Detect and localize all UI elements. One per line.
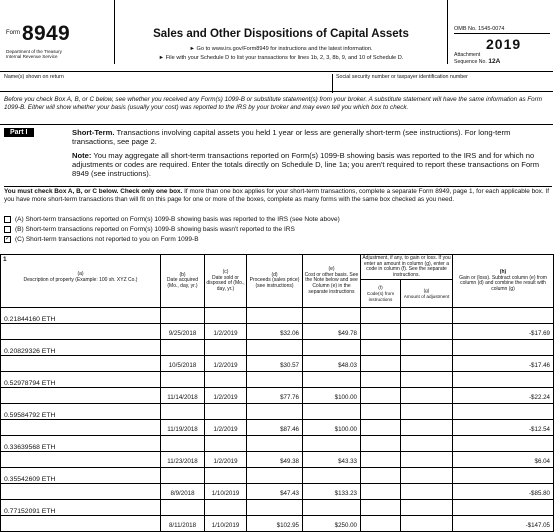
table-body: [1, 308, 554, 532]
attachment-label: Attachment: [454, 52, 481, 58]
col-h-desc: Gain or (loss). Subtract column (e) from column (d) and combine the result with column (g): [459, 274, 547, 292]
table-cell-spacer: [453, 468, 554, 484]
table-cell-spacer: [453, 500, 554, 516]
table-cell-spacer: [453, 340, 554, 356]
part-1-description: [72, 128, 550, 146]
adjustment-amount[interactable]: [401, 516, 453, 532]
sequence-line: [454, 59, 500, 66]
table-row-values: [1, 452, 554, 468]
proceeds[interactable]: $30.57: [247, 356, 303, 372]
checkbox-row-c[interactable]: [4, 234, 549, 244]
table-cell-spacer: [361, 468, 401, 484]
col-c-header: [205, 255, 247, 308]
must-check-lead: You must check Box A, B, or C below. Check only one box.: [4, 188, 183, 195]
table-row: [1, 500, 554, 516]
cost-basis[interactable]: $43.33: [303, 452, 361, 468]
table-cell-spacer: [247, 468, 303, 484]
table-row-values: [1, 516, 554, 532]
proceeds[interactable]: $47.43: [247, 484, 303, 500]
table-cell-spacer: [401, 308, 453, 324]
table-row: [1, 436, 554, 452]
col-a-header: [1, 255, 161, 308]
col-c-letter: (c): [222, 269, 229, 275]
cost-basis[interactable]: $49.78: [303, 324, 361, 340]
table-cell-spacer: [361, 372, 401, 388]
name-ssn-row: [0, 71, 553, 92]
col-h-letter: (h): [499, 269, 507, 275]
table-row: [1, 468, 554, 484]
table-cell-spacer: [303, 372, 361, 388]
property-description[interactable]: 0.52978794 ETH: [1, 372, 161, 388]
table-cell-spacer: [161, 340, 205, 356]
col-e-desc: Cost or other basis. See the Note below and see Column (e) in the separate instructions: [304, 271, 359, 295]
adjustment-amount[interactable]: [401, 324, 453, 340]
checkbox-row-b[interactable]: [4, 224, 549, 234]
col-c-desc: Date sold or disposed of (Mo., day, yr.): [206, 274, 245, 292]
table-cell-spacer: [453, 436, 554, 452]
table-cell-spacer: [303, 468, 361, 484]
adjustment-header: Adjustment, if any, to gain or loss. If you enter an amount in column (g), enter a code in column (f). See the separate instructions.: [361, 255, 453, 280]
table-cell-spacer: [205, 468, 247, 484]
table-row: [1, 372, 554, 388]
date-acquired[interactable]: 11/14/2018: [161, 388, 205, 404]
table-cell-spacer: [247, 500, 303, 516]
proceeds[interactable]: $102.95: [247, 516, 303, 532]
checkbox-c[interactable]: ✓: [4, 236, 11, 242]
sequence-label: Sequence No.: [454, 58, 487, 65]
adjustment-amount[interactable]: [401, 388, 453, 404]
table-cell-spacer: [453, 404, 554, 420]
adjustment-code[interactable]: [361, 484, 401, 500]
property-description[interactable]: 0.33639568 ETH: [1, 436, 161, 452]
table-row-values: [1, 420, 554, 436]
must-check-paragraph: [4, 186, 552, 204]
file-with-instructions: ► File with your Schedule D to list your transactions for lines 1b, 2, 3, 8b, 9, and 10 of Schedule D.: [158, 55, 404, 61]
adjustment-code[interactable]: [361, 452, 401, 468]
col-d-letter: (d): [271, 271, 278, 278]
omb-number: OMB No. 1545-0074: [454, 26, 550, 34]
part-1-note: [72, 151, 550, 178]
table-row-values: [1, 484, 554, 500]
desc-continuation[interactable]: [1, 484, 161, 500]
table-cell-spacer: [401, 372, 453, 388]
table-cell-spacer: [205, 372, 247, 388]
table-cell-spacer: [401, 500, 453, 516]
col-a-letter: (a): [77, 271, 84, 277]
proceeds[interactable]: $49.38: [247, 452, 303, 468]
checkbox-c-label: (C) Short-term transactions not reported to you on Form 1099-B: [15, 235, 199, 243]
table-cell-spacer: [161, 468, 205, 484]
col-d-header: [247, 255, 303, 308]
table-cell-spacer: [401, 468, 453, 484]
property-description[interactable]: 0.20829326 ETH: [1, 340, 161, 356]
part-1-section: [0, 124, 553, 178]
col-b-letter: (b): [179, 271, 186, 278]
ssn-field[interactable]: Social security number or taxpayer identification number: [332, 74, 468, 93]
gain-loss[interactable]: -$17.46: [453, 356, 554, 372]
name-field[interactable]: Name(s) shown on return: [4, 74, 64, 80]
date-acquired[interactable]: 8/11/2018: [161, 516, 205, 532]
adjustment-code[interactable]: [361, 324, 401, 340]
part-1-text: Transactions involving capital assets you held 1 year or less are generally short-term (see instructions). For long-term transactions, see page 2.: [72, 128, 511, 146]
col-d-desc: Proceeds (sales price) (see instructions): [249, 277, 300, 289]
table-cell-spacer: [453, 372, 554, 388]
note-text: You may aggregate all short-term transactions reported on Form(s) 1099-B showing basis was reported to the IRS and for which no adjustments or codes are required. Enter the totals directly on Schedule D, line 1a; you aren't required to report these transactions on Form 8949 (see instructions).: [72, 151, 540, 178]
table-cell-spacer: [247, 436, 303, 452]
gain-loss[interactable]: -$12.54: [453, 420, 554, 436]
date-sold[interactable]: 1/2/2019: [205, 356, 247, 372]
table-cell-spacer: [161, 404, 205, 420]
gain-loss[interactable]: $6.04: [453, 452, 554, 468]
form-header: [0, 0, 553, 64]
proceeds[interactable]: $32.06: [247, 324, 303, 340]
property-description[interactable]: 0.21844160 ETH: [1, 308, 161, 324]
desc-continuation[interactable]: [1, 516, 161, 532]
form-id-block: [0, 0, 115, 64]
gain-loss[interactable]: -$147.05: [453, 516, 554, 532]
table-cell-spacer: [361, 340, 401, 356]
table-cell-spacer: [161, 308, 205, 324]
col-f-letter: (f): [378, 285, 383, 291]
col-a-desc: Description of property (Example: 100 sh. XYZ Co.): [23, 276, 138, 283]
checkbox-row-a[interactable]: [4, 214, 549, 224]
table-cell-spacer: [361, 436, 401, 452]
table-row: [1, 404, 554, 420]
date-sold[interactable]: 1/10/2019: [205, 516, 247, 532]
desc-continuation[interactable]: [1, 356, 161, 372]
omb-block: [447, 0, 553, 64]
table-cell-spacer: [401, 436, 453, 452]
proceeds[interactable]: $87.46: [247, 420, 303, 436]
proceeds[interactable]: $77.76: [247, 388, 303, 404]
col-f-header: [361, 280, 401, 308]
col-b-desc: Date acquired (Mo., day, yr.): [166, 277, 199, 289]
col-b-header: [161, 255, 205, 308]
table-row: [1, 340, 554, 356]
line-number: 1: [3, 256, 7, 263]
table-cell-spacer: [205, 340, 247, 356]
table-cell-spacer: [247, 372, 303, 388]
desc-continuation[interactable]: [1, 324, 161, 340]
attachment-sequence: [454, 53, 500, 65]
property-description[interactable]: 0.35542609 ETH: [1, 468, 161, 484]
box-checklist: [4, 214, 549, 244]
date-sold[interactable]: 1/2/2019: [205, 420, 247, 436]
col-h-header: [453, 255, 554, 308]
desc-continuation[interactable]: [1, 420, 161, 436]
department-line-2: Internal Revenue Service: [6, 54, 58, 60]
tax-year: 2019: [486, 36, 522, 52]
checkbox-b[interactable]: [4, 226, 11, 233]
table-cell-spacer: [303, 404, 361, 420]
date-sold[interactable]: 1/2/2019: [205, 452, 247, 468]
checkbox-a[interactable]: [4, 216, 11, 223]
form-title-block: [115, 0, 447, 64]
table-cell-spacer: [401, 340, 453, 356]
adjustment-amount[interactable]: [401, 484, 453, 500]
table-row-values: [1, 356, 554, 372]
table-cell-spacer: [205, 436, 247, 452]
table-row: [1, 308, 554, 324]
sequence-number: 12A: [488, 57, 501, 65]
table-cell-spacer: [401, 404, 453, 420]
table-row-values: [1, 388, 554, 404]
date-acquired[interactable]: 10/5/2018: [161, 356, 205, 372]
date-acquired[interactable]: 11/23/2018: [161, 452, 205, 468]
date-sold[interactable]: 1/2/2019: [205, 324, 247, 340]
adjustment-code[interactable]: [361, 388, 401, 404]
cost-basis[interactable]: $100.00: [303, 420, 361, 436]
adjustment-code[interactable]: [361, 420, 401, 436]
table-cell-spacer: [247, 308, 303, 324]
table-cell-spacer: [247, 404, 303, 420]
adjustment-amount[interactable]: [401, 420, 453, 436]
col-g-desc: Amount of adjustment: [403, 293, 450, 299]
desc-continuation[interactable]: [1, 452, 161, 468]
table-cell-spacer: [247, 340, 303, 356]
table-header-row-1: [1, 255, 554, 280]
intro-paragraph: Before you check Box A, B, or C below, see whether you received any Form(s) 1099-B or substitute statement(s) from your broker. A substitute statement will have the same information as Form 1099-B. Either will show whether your basis (usually your cost) was reported to the IRS by your broker and may even tell you which box to check.: [4, 96, 543, 111]
table-cell-spacer: [161, 436, 205, 452]
date-sold[interactable]: 1/10/2019: [205, 484, 247, 500]
form-title: Sales and Other Dispositions of Capital Assets: [153, 28, 409, 40]
part-1-heading: Short-Term.: [72, 128, 115, 137]
date-acquired[interactable]: 11/19/2018: [161, 420, 205, 436]
col-e-letter: (e): [328, 266, 335, 273]
table-cell-spacer: [303, 340, 361, 356]
form-number: 8949: [22, 22, 70, 45]
cost-basis[interactable]: $100.00: [303, 388, 361, 404]
table-cell-spacer: [361, 308, 401, 324]
table-cell-spacer: [303, 436, 361, 452]
table-cell-spacer: [361, 500, 401, 516]
col-g-letter: (g): [423, 288, 430, 294]
part-badge: Part I: [4, 128, 34, 137]
table-cell-spacer: [453, 308, 554, 324]
date-sold[interactable]: 1/2/2019: [205, 388, 247, 404]
col-a-text: [2, 256, 159, 283]
gain-loss[interactable]: -$22.24: [453, 388, 554, 404]
must-check-text: If more than one box applies for your short-term transactions, complete a separate Form 8949, page 1, for each applicable box. If you have more short-term transactions than will fit on this page for one or more of the boxes, complete as many forms with the same box checked as you need.: [4, 188, 549, 203]
adjustment-code[interactable]: [361, 356, 401, 372]
gain-loss[interactable]: -$17.69: [453, 324, 554, 340]
note-label: Note:: [72, 151, 92, 160]
cost-basis[interactable]: $133.23: [303, 484, 361, 500]
date-acquired[interactable]: 9/25/2018: [161, 324, 205, 340]
cost-basis[interactable]: $250.00: [303, 516, 361, 532]
department-line-1: Department of the Treasury: [6, 49, 62, 54]
col-f-desc: Code(s) from instructions: [366, 291, 395, 302]
goto-instructions: ► Go to www.irs.gov/Form8949 for instructions and the latest information.: [189, 46, 373, 52]
adjustment-amount[interactable]: [401, 452, 453, 468]
table-cell-spacer: [361, 404, 401, 420]
col-e-header: [303, 255, 361, 308]
checkbox-a-label: (A) Short-term transactions reported on Form(s) 1099-B showing basis was reported to the IRS (see Note above): [15, 215, 340, 223]
table-cell-spacer: [205, 308, 247, 324]
table-cell-spacer: [161, 372, 205, 388]
table-cell-spacer: [161, 500, 205, 516]
table-row-values: [1, 324, 554, 340]
table-cell-spacer: [205, 500, 247, 516]
cost-basis[interactable]: $48.03: [303, 356, 361, 372]
property-description[interactable]: 0.59584792 ETH: [1, 404, 161, 420]
checkbox-b-label: (B) Short-term transactions reported on Form(s) 1099-B showing basis wasn't reported to the IRS: [15, 225, 295, 233]
col-g-header: [401, 280, 453, 308]
department-block: [6, 49, 62, 60]
table-cell-spacer: [303, 308, 361, 324]
property-description[interactable]: 0.77152091 ETH: [1, 500, 161, 516]
form-word: Form: [6, 30, 20, 36]
table-cell-spacer: [303, 500, 361, 516]
adjustment-code[interactable]: [361, 516, 401, 532]
desc-continuation[interactable]: [1, 388, 161, 404]
table-cell-spacer: [205, 404, 247, 420]
gain-loss[interactable]: -$85.80: [453, 484, 554, 500]
transactions-table: [0, 254, 554, 532]
adjustment-amount[interactable]: [401, 356, 453, 372]
date-acquired[interactable]: 8/9/2018: [161, 484, 205, 500]
